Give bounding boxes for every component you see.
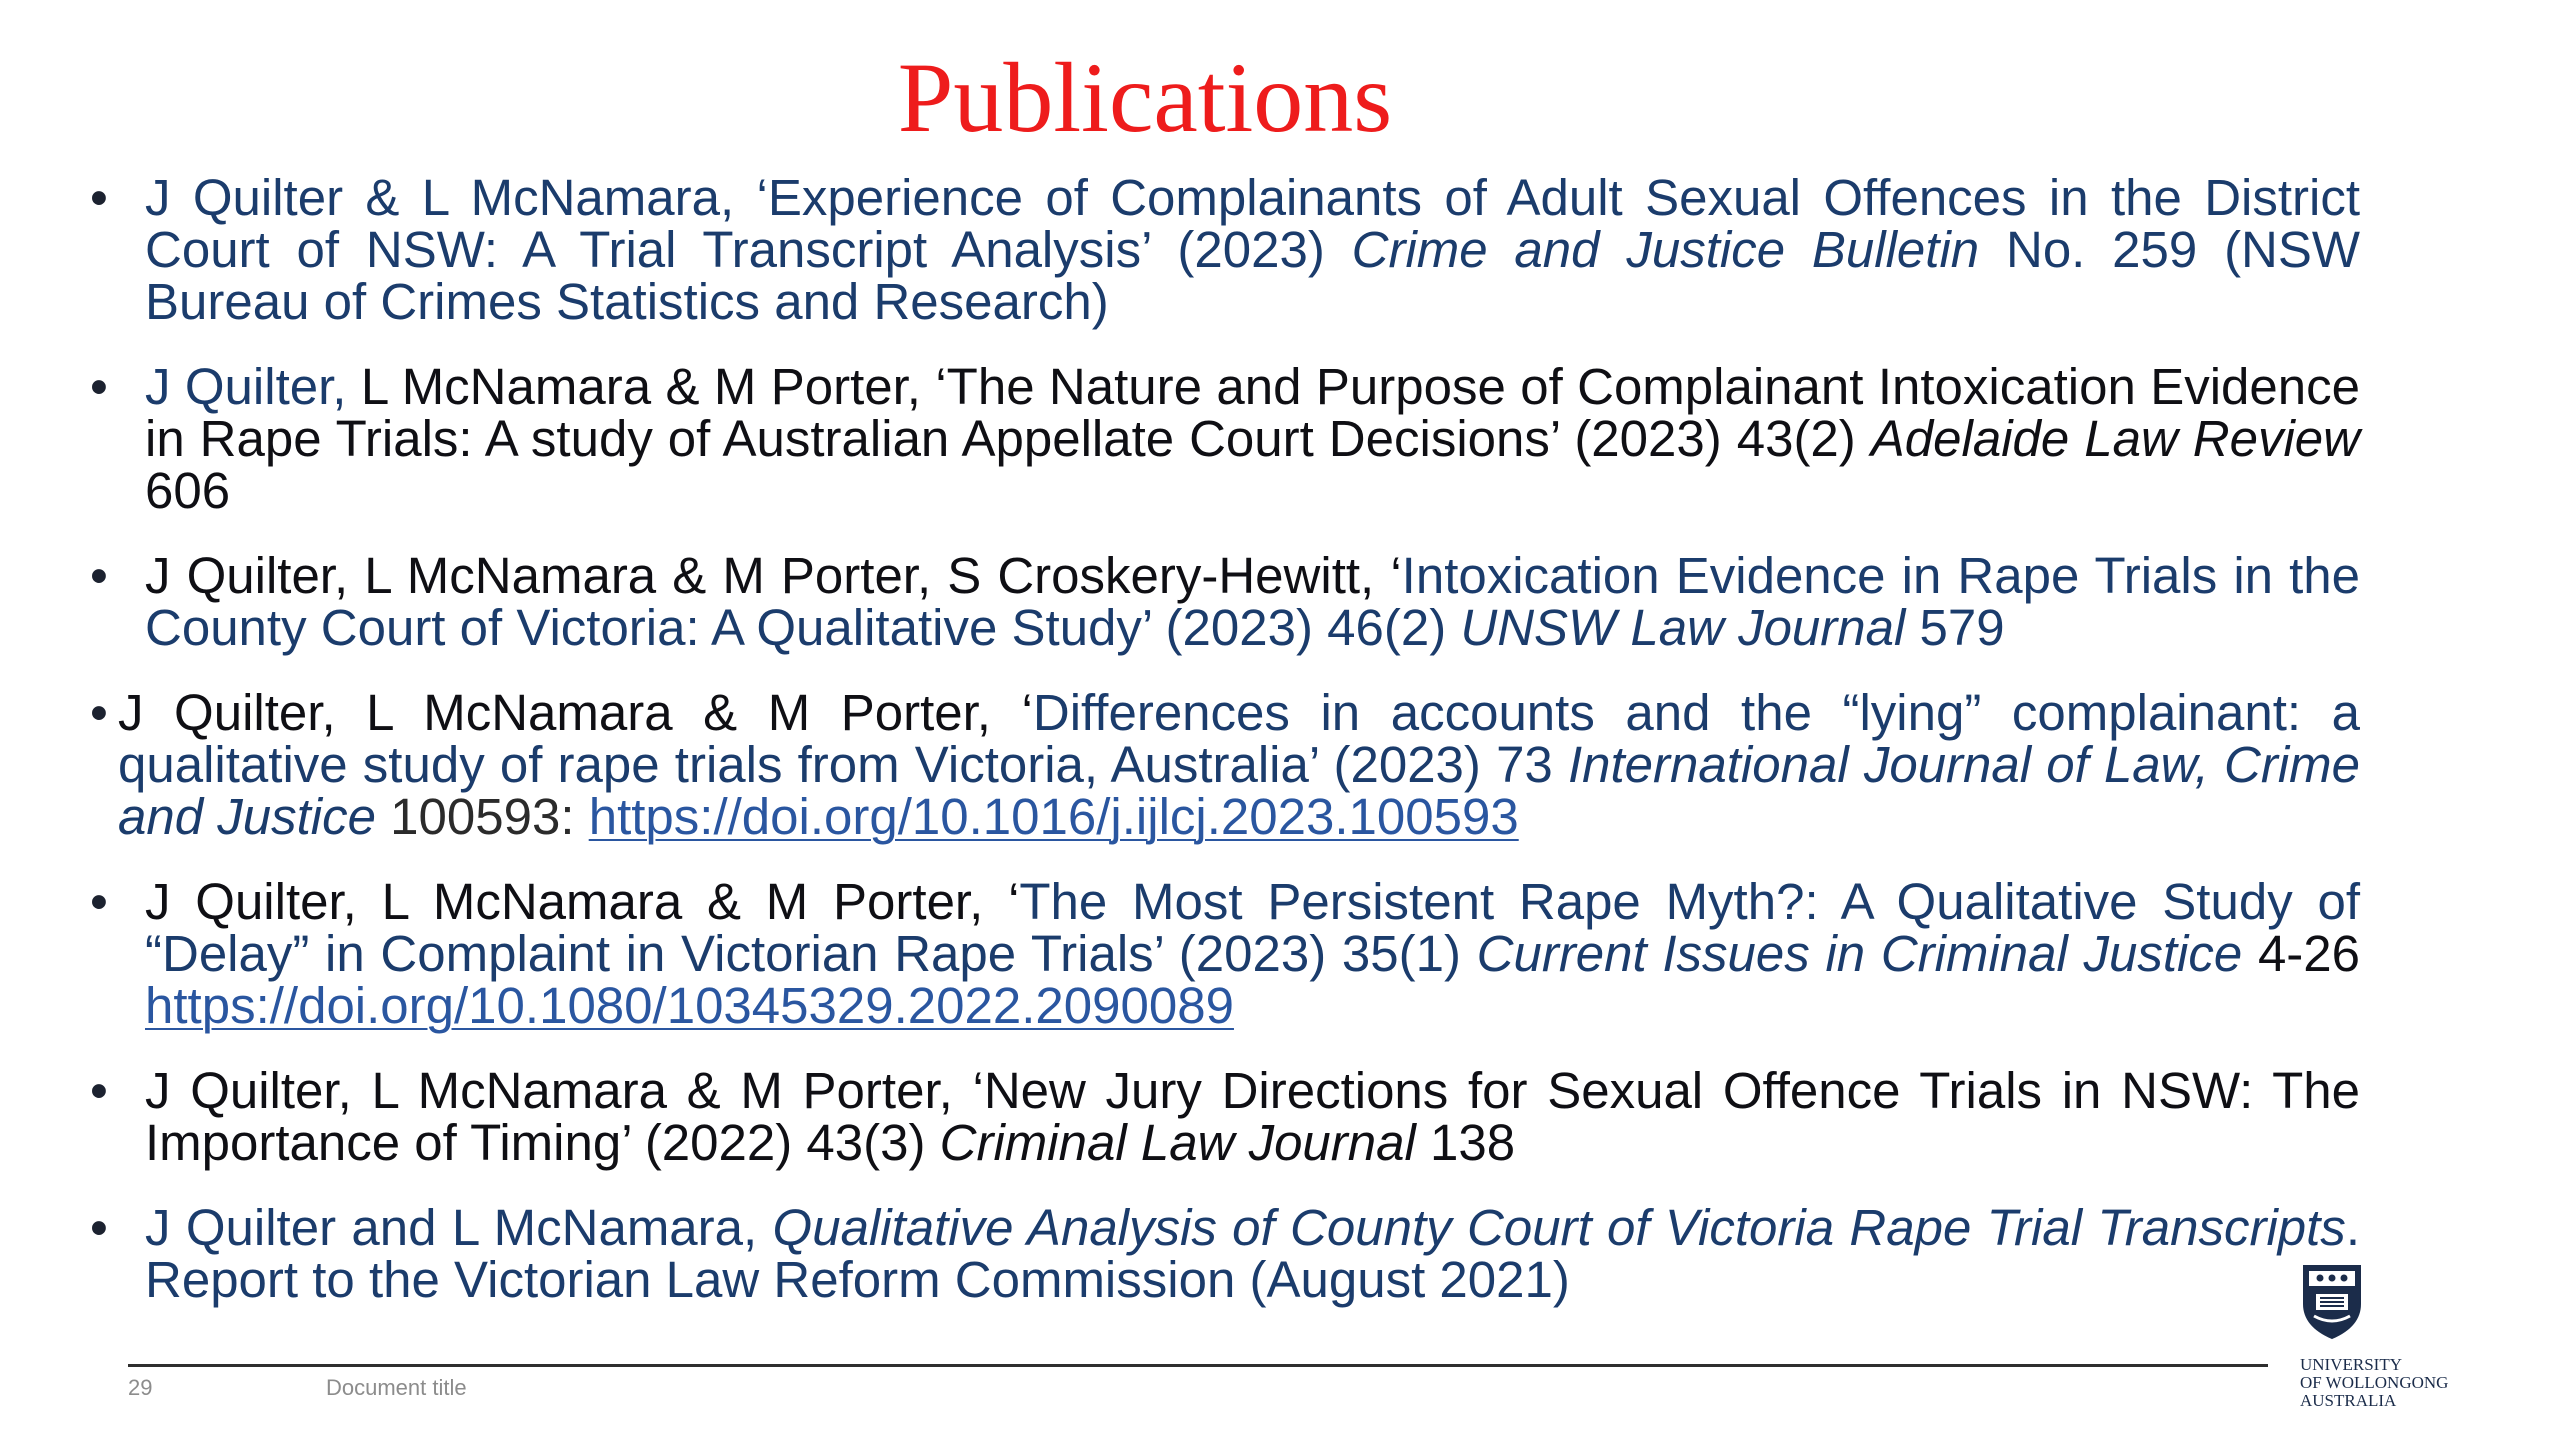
publication-details: 138 [1430, 1114, 1516, 1171]
publication-title: Intoxication Evidence in Rape Trials in the County Court of Victoria: A Qualitative Study’ [145, 547, 2361, 656]
bullet: • [90, 1199, 108, 1256]
publication-title: The Most Persistent Rape Myth?: A Qualitative Study of “Delay” in Complaint in Victorian Rape Trials’ [145, 873, 2360, 982]
publication-title-open: ‘ [1008, 873, 1020, 930]
publication-details: 606 [145, 462, 231, 519]
publication-year: (2023) 43(2) [1574, 410, 1856, 467]
publication-item [90, 358, 2360, 519]
publication-journal: International Journal of Law, Crime and Justice [118, 736, 2361, 845]
publication-details: 4-26 [2257, 925, 2361, 982]
bullet: • [90, 684, 108, 741]
publication-year: (2023) 73 [1333, 736, 1553, 793]
publication-details: . Report to the Victorian Law Reform Commission (August 2021) [145, 1199, 2360, 1308]
publication-year: (2023) [1177, 221, 1325, 278]
publication-list [90, 169, 2361, 1339]
publication-authors: J Quilter, L McNamara & M Porter, [145, 873, 984, 930]
publication-year: (2022) 43(3) [644, 1114, 926, 1171]
doi-link[interactable]: https://doi.org/10.1080/10345329.2022.2090089 [145, 977, 1234, 1034]
slide-title: Publications [897, 42, 1393, 153]
publication-item [90, 547, 2361, 656]
university-logo [2300, 1262, 2500, 1422]
publication-title: ‘New Jury Directions for Sexual Offence Trials in NSW: The Importance of Timing’ [145, 1062, 2360, 1171]
publication-title: ‘The Nature and Purpose of Complainant Intoxication Evidence in Rape Trials: A study of Australian Appellate Court Decisions’ [145, 358, 2360, 467]
publication-details: No. 259 (NSW Bureau of Crimes Statistics and Research) [145, 221, 2361, 330]
publication-details: 579 [1919, 599, 2005, 656]
publication-item [90, 1062, 2360, 1171]
publication-item [90, 169, 2361, 330]
publication-authors: J Quilter & L McNamara, [145, 169, 735, 226]
publication-journal: UNSW Law Journal [1460, 599, 1906, 656]
publication-title: Differences in accounts and the “lying” complainant: a qualitative study of rape trials from Victoria, Australia’ [118, 684, 2360, 793]
page-number: 29 [128, 1375, 153, 1400]
publication-journal: Crime and Justice Bulletin [1351, 221, 1980, 278]
publication-journal: Adelaide Law Review [1870, 410, 2360, 467]
publication-journal: Criminal Law Journal [939, 1114, 1416, 1171]
university-name [2300, 1356, 2448, 1410]
publication-title-open: ‘ [1390, 547, 1402, 604]
publication-journal: Current Issues in Criminal Justice [1476, 925, 2243, 982]
publication-year: (2023) 46(2) [1165, 599, 1447, 656]
publication-details: 100593: [390, 788, 575, 845]
bullet: • [90, 1062, 108, 1119]
logo-line-2: OF WOLLONGONG [2300, 1373, 2449, 1392]
publication-item [90, 873, 2361, 1034]
document-title: Document title [326, 1375, 467, 1400]
publication-authors: J Quilter, L McNamara & M Porter, [145, 1062, 953, 1119]
publication-year: (2023) 35(1) [1178, 925, 1461, 982]
bullet: • [90, 169, 108, 226]
publication-item [90, 684, 2361, 845]
logo-line-1: UNIVERSITY [2300, 1355, 2402, 1374]
publication-item [90, 1199, 2360, 1308]
bullet: • [90, 873, 108, 930]
publication-authors: J Quilter, L McNamara & M Porter, [118, 684, 991, 741]
crest-icon [2300, 1262, 2364, 1340]
publication-journal: Qualitative Analysis of County Court of Victoria Rape Trial Transcripts [772, 1199, 2346, 1256]
bullet: • [90, 547, 108, 604]
publication-authors: J Quilter and L McNamara, [145, 1199, 758, 1256]
publication-authors-lead: J Quilter, [145, 358, 347, 415]
publication-title-open: ‘ [1021, 684, 1033, 741]
footer-divider [128, 1364, 2268, 1367]
publication-authors: J Quilter, L McNamara & M Porter, S Croskery-Hewitt, [145, 547, 1375, 604]
logo-line-3: AUSTRALIA [2300, 1391, 2397, 1410]
bullet: • [90, 358, 108, 415]
doi-link[interactable]: https://doi.org/10.1016/j.ijlcj.2023.100593 [588, 788, 1519, 845]
publication-authors: L McNamara & M Porter, [360, 358, 921, 415]
publication-title: ‘Experience of Complainants of Adult Sexual Offences in the District Court of NSW: A Trial Transcript Analysis’ [145, 169, 2361, 278]
